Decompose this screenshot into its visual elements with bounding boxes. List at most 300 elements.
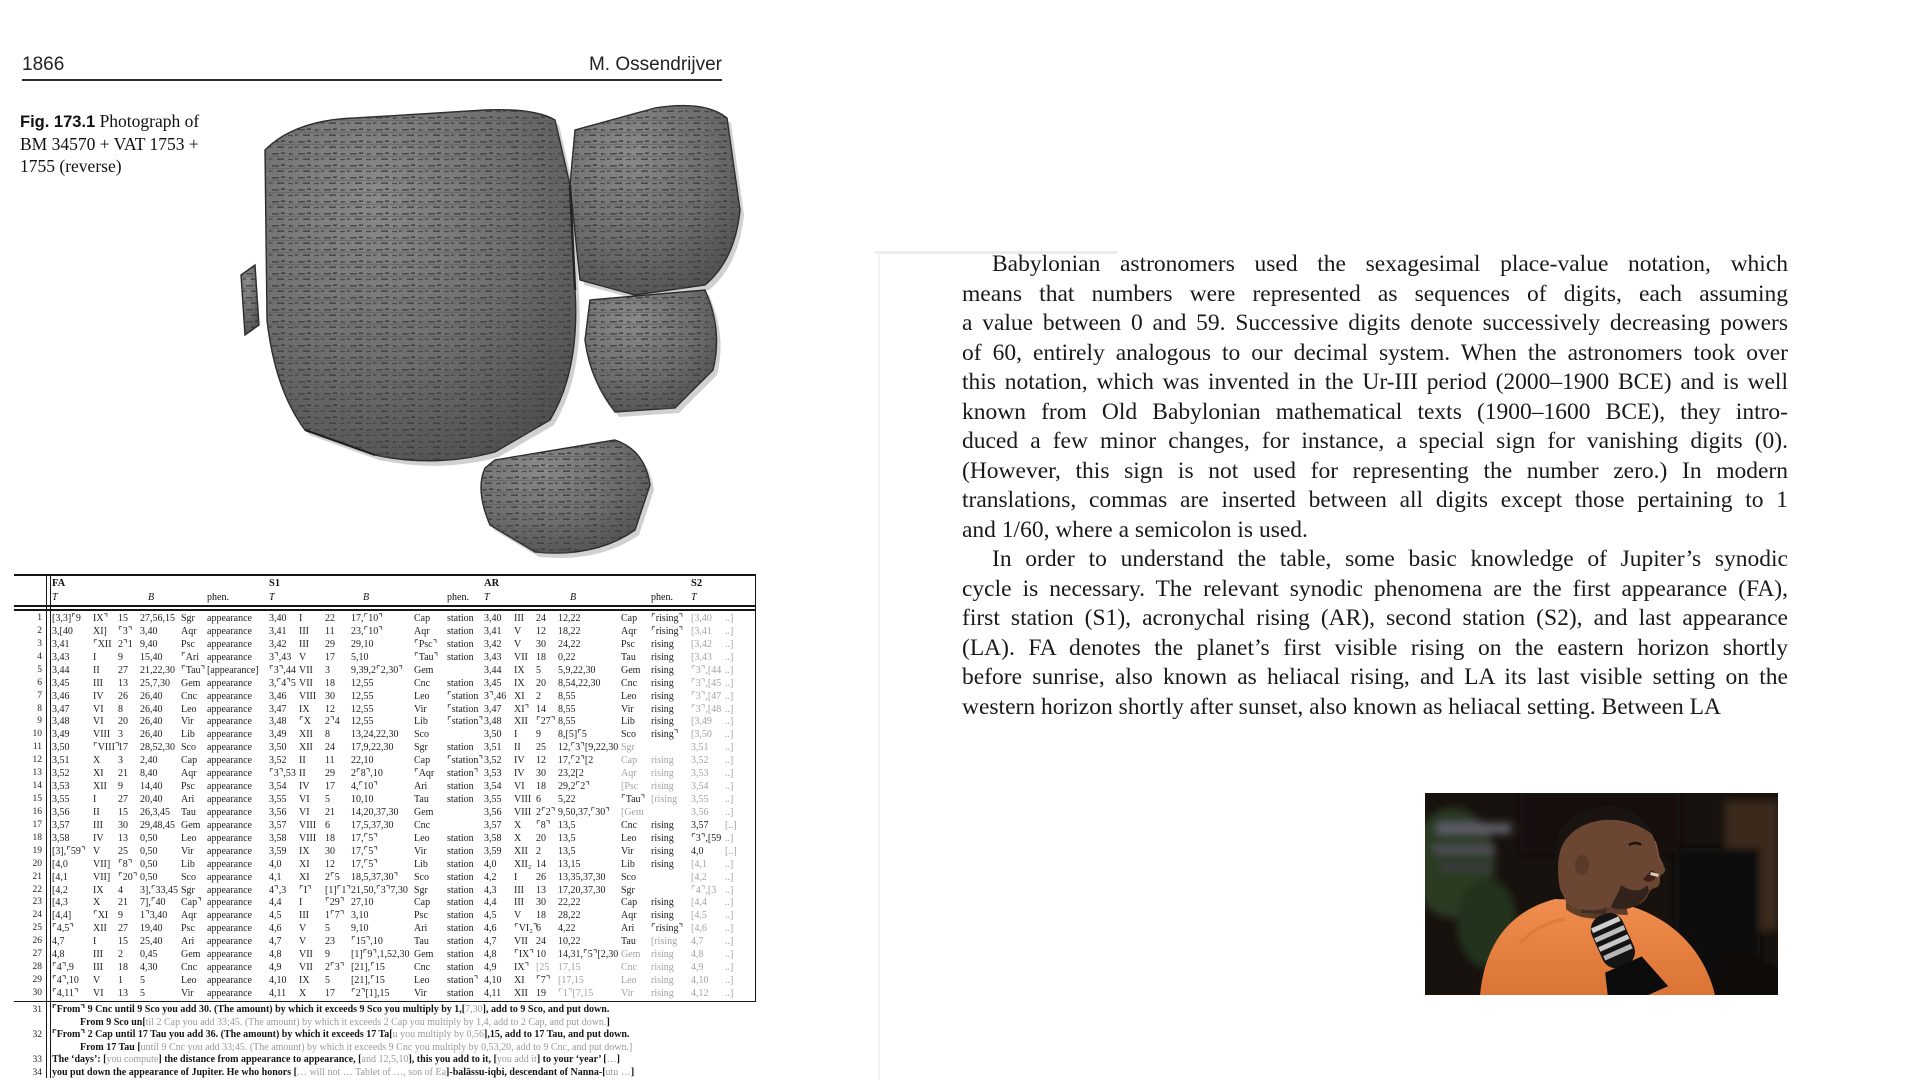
table-cell: 3,57 (52, 819, 70, 831)
table-cell: rising (651, 651, 674, 663)
table-cell: 26,40 (140, 729, 163, 741)
table-cell: 11 (325, 755, 335, 767)
table-cell: rising (651, 768, 674, 780)
table-cell: Vir (181, 845, 194, 857)
table-cell: [rising (651, 794, 678, 806)
table-cell: Tau (181, 806, 196, 818)
table-cell: 3,57 (269, 819, 287, 831)
table-cell: 23,⌜10⌝ (351, 625, 383, 637)
table-cell: appearance (207, 625, 252, 637)
column-group-fa: FA (52, 578, 66, 589)
text-line: of 60, entirely analogous to our decimal system. When the astronomers took over (962, 339, 1788, 366)
table-cell: Psc (181, 781, 195, 793)
table-cell: 21 (118, 897, 128, 909)
table-cell: XI⌝ (514, 703, 530, 715)
table-cell: ..] (725, 975, 734, 987)
table-cell: 3,54 (269, 781, 287, 793)
table-cell: 15 (118, 806, 128, 818)
table-cell: XI (514, 975, 525, 987)
table-cell: II (93, 806, 100, 818)
table-cell: 29,48,45 (140, 819, 175, 831)
table-cell: 3,41 (52, 638, 70, 650)
table-cell: 3,41 (484, 625, 502, 637)
table-cell: 9,40 (140, 638, 158, 650)
table-cell: Psc (181, 638, 195, 650)
table-cell: station (447, 638, 474, 650)
table-cell: 14 (536, 858, 546, 870)
footnote-segment: ], this you add to it, [ (408, 1054, 497, 1066)
table-cell: IV (514, 768, 525, 780)
row-number: 10 (32, 729, 42, 740)
column-subheader: phen. (207, 592, 229, 603)
table-cell: 3⌝,43 (269, 651, 292, 663)
footnote-segment: From 17 Tau [ (80, 1041, 141, 1053)
table-cell: Cap (414, 897, 431, 909)
footnote-number: 33 (32, 1055, 42, 1066)
table-cell: 4,4 (269, 897, 282, 909)
table-cell: 17,⌜5⌝ (351, 832, 378, 844)
table-cell: Tau (621, 936, 636, 948)
table-cell: 17,⌜5⌝ (351, 845, 378, 857)
table-cell: I (299, 897, 303, 909)
table-cell: IX (299, 845, 310, 857)
table-cell: Sco (621, 871, 636, 883)
table-cell: Tau (414, 794, 429, 806)
table-cell: 14,40 (140, 781, 163, 793)
table-cell: VII (299, 664, 313, 676)
table-cell: ..] (725, 742, 734, 754)
table-cell: Ari (181, 936, 195, 948)
table-cell: 27 (118, 923, 128, 935)
table-cell: Vir (621, 703, 634, 715)
table-cell: XII (514, 845, 528, 857)
table-cell: ⌜3⌝,44 (269, 664, 296, 676)
table-cell: 2⌜3⌝ (325, 962, 345, 974)
table-cell: appearance (207, 768, 252, 780)
table-cell: appearance (207, 677, 252, 689)
table-cell: 2⌜2⌝ (536, 806, 556, 818)
table-cell: 4,9 (484, 962, 497, 974)
table-cell: 0,50 (140, 832, 158, 844)
table-cell: rising (651, 975, 674, 987)
table-row (0, 691, 756, 704)
table-cell: V (514, 638, 522, 650)
table-cell: 17 (325, 987, 335, 999)
table-cell: 4,7 (691, 936, 704, 948)
table-cell: appearance (207, 923, 252, 935)
table-cell: 17,15 (558, 962, 581, 974)
table-cell: ..] (725, 897, 734, 909)
table-cell: V (299, 651, 307, 663)
table-cell: 3,45 (52, 677, 70, 689)
table-row (0, 704, 756, 717)
table-cell: [25 (536, 962, 550, 974)
table-cell: VII (299, 962, 313, 974)
table-row (0, 626, 756, 639)
table-cell: ..] (725, 664, 734, 676)
table-cell: Vir (414, 703, 427, 715)
table-row (0, 665, 756, 678)
table-cell: Gem (621, 664, 641, 676)
table-cell: 3,40 (484, 613, 502, 624)
table-cell: 14,31,⌜5⌝[2,30 (558, 949, 619, 961)
table-cell: Lib (621, 858, 635, 870)
table-cell: 8,55 (558, 703, 576, 715)
table-cell: ..] (725, 729, 734, 741)
table-cell: station (447, 651, 474, 663)
text-line: means that numbers were represented as sequences of digits, each assuming (962, 280, 1788, 307)
table-cell: 3,56 (52, 806, 70, 818)
table-cell: [3,43 (691, 651, 712, 663)
table-cell: 1 (118, 975, 123, 987)
table-cell: 4,10 (484, 975, 502, 987)
table-cell: Cnc (621, 962, 638, 974)
table-cell: V (514, 910, 522, 922)
table-cell: X (299, 987, 307, 999)
table-cell: 15,40 (140, 651, 163, 663)
table-cell: appearance (207, 897, 252, 909)
row-number: 25 (32, 923, 42, 934)
table-cell: 4,8 (691, 949, 704, 961)
table-cell: Cap⌝ (181, 897, 202, 909)
synodic-table-body (0, 613, 760, 1001)
table-cell: III (93, 677, 103, 689)
table-cell: Aqr (181, 910, 197, 922)
footnote-segment: … (606, 1054, 617, 1066)
table-cell: 6 (536, 794, 541, 806)
footnote-segment: ⌜From⌝ 2 Cap until 17 Tau you add 36. (The amount) by which it exceeds 17 Ta[ (52, 1029, 393, 1041)
table-cell: Cap (414, 613, 431, 624)
table-cell: 2,40 (140, 755, 158, 767)
table-cell: 18 (536, 651, 546, 663)
table-cell: ⌜3⌝ (118, 625, 133, 637)
table-cell: Sco (181, 871, 196, 883)
table-cell: ..] (725, 625, 734, 637)
table-cell: 3,48 (52, 716, 70, 728)
table-cell: 5,22 (558, 794, 576, 806)
footnote-segment: u you multiply by 0,56 (392, 1029, 485, 1041)
table-cell: I (514, 871, 518, 883)
table-cell: Sgr (181, 884, 195, 896)
table-cell: 3,47 (484, 703, 502, 715)
table-cell: rising (651, 949, 674, 961)
table-cell: 3 (325, 664, 330, 676)
table-cell: 8,55 (558, 716, 576, 728)
table-cell: 4,3 (484, 884, 497, 896)
table-cell: appearance (207, 716, 252, 728)
table-cell: appearance (207, 832, 252, 844)
table-cell: rising (651, 677, 674, 689)
table-cell: VI (93, 716, 104, 728)
table-cell: VIII (299, 819, 317, 831)
table-cell: 12,55 (351, 703, 374, 715)
table-cell: [3],⌜59⌝ (52, 845, 86, 857)
row-number: 14 (32, 781, 42, 792)
table-cell: 21 (325, 806, 335, 818)
table-cell: II (299, 768, 306, 780)
table-cell: IV (299, 781, 310, 793)
table-cell: 26 (118, 690, 128, 702)
table-cell: [4,2 (52, 884, 68, 896)
row-number: 30 (32, 987, 42, 998)
table-cell: VII] (93, 858, 111, 870)
table-cell: XII (93, 923, 107, 935)
table-cell: XI (299, 871, 310, 883)
table-cell: station (447, 884, 474, 896)
row-number: 12 (32, 755, 42, 766)
table-cell: ⌜2⌝[1],15 (351, 987, 390, 999)
table-cell: 12 (325, 703, 335, 715)
row-number: 28 (32, 962, 42, 973)
table-cell: 5 (140, 975, 145, 987)
table-cell: 23,2[2 (558, 768, 584, 780)
table-cell: Cap (621, 613, 638, 624)
table-cell: 13,35,37,30 (558, 871, 606, 883)
text-line: first station (S1), acronychal rising (AR), second station (S2), and last appearance (962, 605, 1788, 631)
table-row (0, 613, 756, 626)
table-cell: Sco (414, 729, 429, 741)
row-number: 24 (32, 910, 42, 921)
table-cell: [1]⌜9⌝,1,52,30 (351, 949, 410, 961)
table-cell: appearance (207, 975, 252, 987)
table-cell: ⌜Tau⌝ (181, 664, 206, 676)
table-cell: V (93, 975, 101, 987)
table-cell: Sgr (181, 613, 195, 624)
table-row (0, 678, 756, 691)
column-group-s2: S2 (691, 578, 703, 589)
table-cell: III (514, 897, 524, 909)
table-cell: 1⌜7⌝ (325, 910, 345, 922)
footnote-line (0, 1054, 760, 1067)
table-cell: 20 (536, 677, 546, 689)
table-cell: [1]⌜1⌝ (325, 884, 352, 896)
table-cell: 4,0 (484, 858, 497, 870)
table-cell: 10,22 (558, 936, 581, 948)
row-number: 19 (32, 845, 42, 856)
table-row (0, 885, 756, 898)
table-cell: Cap (414, 755, 431, 767)
table-cell: 4,6 (484, 923, 497, 935)
row-number: 7 (37, 690, 42, 701)
table-cell: Aqr (414, 625, 430, 637)
table-row (0, 897, 756, 910)
table-cell: V (93, 845, 101, 857)
table-cell: Cap (621, 755, 638, 767)
footnote-segment: ] the distance from appearance to appearance, [ (158, 1054, 362, 1066)
table-cell: 4,8 (269, 949, 282, 961)
table-row (0, 807, 756, 820)
table-cell: 4,2 (484, 871, 497, 883)
table-cell: ⌜IX⌝ (514, 949, 534, 961)
table-cell: appearance (207, 884, 252, 896)
table-cell: 12 (536, 625, 546, 637)
table-cell: V (299, 936, 307, 948)
table-cell: Cnc (414, 677, 431, 689)
table-cell: 6 (536, 923, 541, 935)
table-cell: VIII (514, 794, 532, 806)
footnote-segment: … will not … Tablet of …, son of Ea (296, 1067, 447, 1078)
table-cell: Leo (414, 975, 430, 987)
table-cell: ⌜8⌝ (118, 858, 133, 870)
table-cell: 3⌝,46 (484, 690, 507, 702)
table-cell: rising⌝ (651, 729, 679, 741)
table-cell: 5,9,22,30 (558, 664, 596, 676)
table-cell: 27,10 (351, 897, 374, 909)
table-cell: 19 (536, 987, 546, 999)
table-cell: station (447, 742, 474, 754)
table-cell: Sgr (414, 884, 428, 896)
table-cell: 12,55 (351, 690, 374, 702)
table-cell: IX (299, 703, 310, 715)
table-cell: [3,50 (691, 729, 712, 741)
column-subheader: phen. (447, 592, 469, 603)
row-number: 23 (32, 897, 42, 908)
table-cell: 11 (325, 625, 335, 637)
table-cell: 2⌜5 (325, 871, 340, 883)
table-cell: ⌜Aqr (414, 768, 435, 780)
table-cell: rising (651, 781, 674, 793)
table-cell: Leo (181, 703, 197, 715)
row-number: 2 (37, 625, 42, 636)
table-cell: appearance (207, 651, 252, 663)
table-cell: 9 (325, 949, 330, 961)
table-cell: 20 (536, 832, 546, 844)
table-cell: I (299, 613, 303, 624)
table-cell: 2⌜8⌝,10 (351, 768, 383, 780)
table-cell: ⌜15⌝,10 (351, 936, 383, 948)
table-cell: ⌜station (447, 703, 479, 715)
table-cell: appearance (207, 910, 252, 922)
table-cell: 3,48 (484, 716, 502, 728)
table-cell: ..] (725, 923, 734, 935)
table-cell: 8,54,22,30 (558, 677, 601, 689)
table-cell: 30 (325, 690, 335, 702)
table-cell: 17,⌜5⌝ (351, 858, 378, 870)
table-cell: III (93, 949, 103, 961)
table-cell: 3,55 (484, 794, 502, 806)
row-number: 11 (32, 742, 42, 753)
table-cell: appearance (207, 871, 252, 883)
table-cell: Cnc (414, 962, 431, 974)
table-cell: ⌜XII (93, 638, 112, 650)
table-cell: 5,10 (351, 651, 369, 663)
table-cell: ..] (725, 884, 734, 896)
table-cell: ⌜4⌝,10 (52, 975, 79, 987)
table-cell: 9 (118, 910, 123, 922)
table-cell: 28,52,30 (140, 742, 175, 754)
table-cell: 12 (325, 858, 335, 870)
table-cell: Vir (414, 987, 427, 999)
table-cell: 3,53 (52, 781, 70, 793)
table-cell: Cnc (181, 690, 198, 702)
running-head-author: M. Ossendrijver (588, 54, 722, 75)
table-cell: 9 (118, 651, 123, 663)
table-cell: 4,0 (269, 858, 282, 870)
row-number: 15 (32, 794, 42, 805)
column-subheader: T (484, 592, 490, 603)
table-cell: ⌜3⌝,[48 (691, 703, 722, 715)
table-cell: VII (514, 651, 528, 663)
table-cell: Sco (414, 871, 429, 883)
text-line: western horizon shortly after sunset, also known as heliacal setting. Between LA (962, 693, 1721, 720)
table-cell: 30 (325, 845, 335, 857)
table-cell: 17,5,37,30 (351, 819, 394, 831)
footnote-segment: til 2 Cap you add 33;45. (The amount) by which it exceeds 2 Cap you multiply by 1,4, add to 2 Cap, and put down. (145, 1016, 607, 1028)
table-cell: [rising (651, 936, 678, 948)
table-cell: 21,50,⌜3⌝7,30 (351, 884, 408, 896)
table-cell: 3 (118, 755, 123, 767)
table-cell: 20 (118, 716, 128, 728)
table-cell: [21],⌜15 (351, 962, 385, 974)
table-cell: III (93, 819, 103, 831)
text-line: cycle is necessary. The relevant synodic phenomena are the first appearance (FA), (962, 575, 1788, 602)
figure-label: Fig. 173.1 (20, 113, 96, 131)
table-cell: 3,42 (484, 638, 502, 650)
table-cell: Sco (621, 729, 636, 741)
table-cell: Cap (181, 755, 198, 767)
table-cell: VIII (93, 729, 111, 741)
table-cell: appearance (207, 949, 252, 961)
table-cell: Psc (621, 638, 635, 650)
table-cell: Gem (414, 806, 434, 818)
table-cell: [4,1 (691, 858, 707, 870)
table-cell: 9 (536, 729, 541, 741)
table-cell: VI (299, 794, 310, 806)
footnote-line (0, 1029, 760, 1042)
text-line: a value between 0 and 59. Successive digits denote successively decreasing powers (962, 310, 1788, 336)
row-number: 16 (32, 806, 42, 817)
table-cell: 3,46 (269, 690, 287, 702)
table-cell: 4,5 (484, 910, 497, 922)
table-cell: 4,7 (484, 936, 497, 948)
table-cell: 3,41 (269, 625, 287, 637)
table-cell: VI (299, 806, 310, 818)
table-cell: ..] (725, 962, 734, 974)
table-cell: Ari (414, 781, 428, 793)
table-cell: rising (651, 755, 674, 767)
text-line: translations, commas are inserted between all digits except those pertaining to 1 (962, 487, 1788, 513)
table-cell: ..] (725, 716, 734, 728)
table-row (0, 872, 756, 885)
table-row (0, 716, 756, 729)
table-cell: ⌜VI₂⌝ (514, 923, 538, 935)
table-cell: appearance (207, 613, 252, 624)
table-cell: IV (93, 690, 104, 702)
table-cell: 3,57 (691, 819, 709, 831)
table-cell: Sgr (621, 742, 635, 754)
table-cell: Ari (414, 923, 428, 935)
row-number: 6 (37, 677, 42, 688)
footnote-segment: The ‘days’: [ (52, 1054, 107, 1066)
table-cell: Gem (181, 949, 201, 961)
table-cell: ..] (725, 910, 734, 922)
table-cell: Vir (181, 716, 194, 728)
table-cell: appearance (207, 819, 252, 831)
table-cell: 29,10 (351, 638, 374, 650)
table-cell: [4,5 (691, 910, 707, 922)
table-cell: rising (651, 716, 674, 728)
table-cell: Lib (414, 858, 428, 870)
footnote-number: 32 (32, 1030, 42, 1041)
table-cell: 3,52 (52, 768, 70, 780)
table-row (0, 794, 756, 807)
table-cell: Lib (181, 858, 195, 870)
row-number: 17 (32, 819, 42, 830)
table-cell: ..] (725, 613, 734, 624)
table-cell: 9 (118, 781, 123, 793)
column-subheader: B (570, 592, 577, 603)
table-cell: 15 (118, 613, 128, 624)
